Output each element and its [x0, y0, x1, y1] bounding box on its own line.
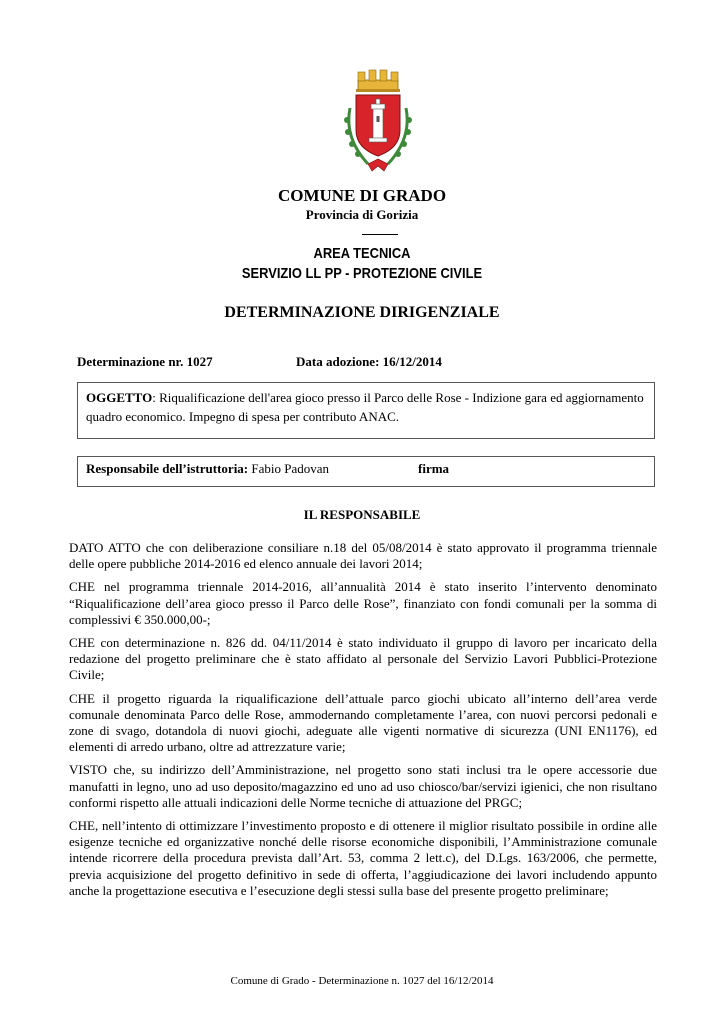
comune-title: COMUNE DI GRADO [277, 186, 447, 205]
responsabile-box [77, 456, 655, 487]
servizio-title: SERVIZIO LL PP - PROTEZIONE CIVILE [241, 265, 483, 282]
oggetto-label: OGGETTO [86, 390, 153, 405]
provincia-subtitle: Provincia di Gorizia [305, 207, 419, 222]
body-paragraph: CHE, nell’intento di ottimizzare l’investimento proposto e di ottenere il miglior risultato possibile in ordine alle esigenze tecniche ed organizzative nonché delle risorse economiche disponibili, l’Amministrazione comunale intende ricorrere della procedura prevista dall’Art. 53, comma 2 lett.c), del D.Lgs. 163/2006, che permette, previa acquisizione del progetto definitivo in sede di offerta, l’aggiudicazione dei lavori includendo appunto anche la progettazione esecutiva e l’esecuzione degli stessi sulla base del presente progetto preliminare; [69, 818, 657, 898]
responsabile-name: Fabio Padovan [251, 461, 330, 476]
body-paragraph: VISTO che, su indirizzo dell’Amministrazione, nel progetto sono stati inclusi tra le opere accessorie due manufatti in legno, uno ad uso deposito/magazzino ed uno ad uso chiosco/bar/servizi igienici, che non risultano conformi rispetto alle attuali indicazioni delle Norme tecniche di attuazione del PRGC; [69, 762, 657, 810]
page-footer: Comune di Grado - Determinazione n. 1027 del 16/12/2014 [230, 975, 494, 987]
oggetto-box [77, 382, 655, 439]
body-paragraph: DATO ATTO che con deliberazione consiliare n.18 del 05/08/2014 è stato approvato il programma triennale delle opere pubbliche 2014-2016 ed elenco annuale dei lavori 2014; [69, 540, 657, 572]
header-divider [362, 234, 398, 235]
document-body [69, 540, 657, 906]
body-paragraph: CHE con determinazione n. 826 dd. 04/11/2014 è stato individuato il gruppo di lavoro per incaricato della redazione del progetto preliminare che è stato affidato al personale del Servizio Lavori Pubblici-Protezione Civile; [69, 635, 657, 683]
section-title: IL RESPONSABILE [303, 507, 421, 522]
oggetto-text: : Riqualificazione dell'area gioco presso il Parco delle Rose - Indizione gara ed aggiornamento quadro economico. Impegno di spesa per contributo ANAC. [86, 390, 644, 424]
area-title: AREA TECNICA [313, 245, 411, 262]
body-paragraph: CHE il progetto riguarda la riqualificazione dell’attuale parco giochi ubicato all’interno dell’area verde comunale denominata Parco delle Rose, ammodernando completamente l’area, con nuovi percorsi pedonali e zone di svago, dotandola di nuovi giochi, adeguate alle vigenti normative di sicurezza (UNI EN1176), ed elementi di arredo urbano, oltre ad attrezzature varie; [69, 690, 657, 755]
town-crest-icon [338, 68, 418, 176]
firma-label: firma [418, 461, 450, 476]
determinazione-number: Determinazione nr. 1027 [77, 354, 213, 369]
document-type-title: DETERMINAZIONE DIRIGENZIALE [224, 304, 500, 321]
body-paragraph: CHE nel programma triennale 2014-2016, all’annualità 2014 è stato inserito l’intervento denominato “Riqualificazione dell’area gioco presso il Parco delle Rose”, finanziato con fondi comunali per la somma di complessivi € 350.000,00-; [69, 579, 657, 627]
data-adozione: Data adozione: 16/12/2014 [296, 354, 442, 369]
responsabile-label: Responsabile dell’istruttoria: [86, 461, 249, 476]
